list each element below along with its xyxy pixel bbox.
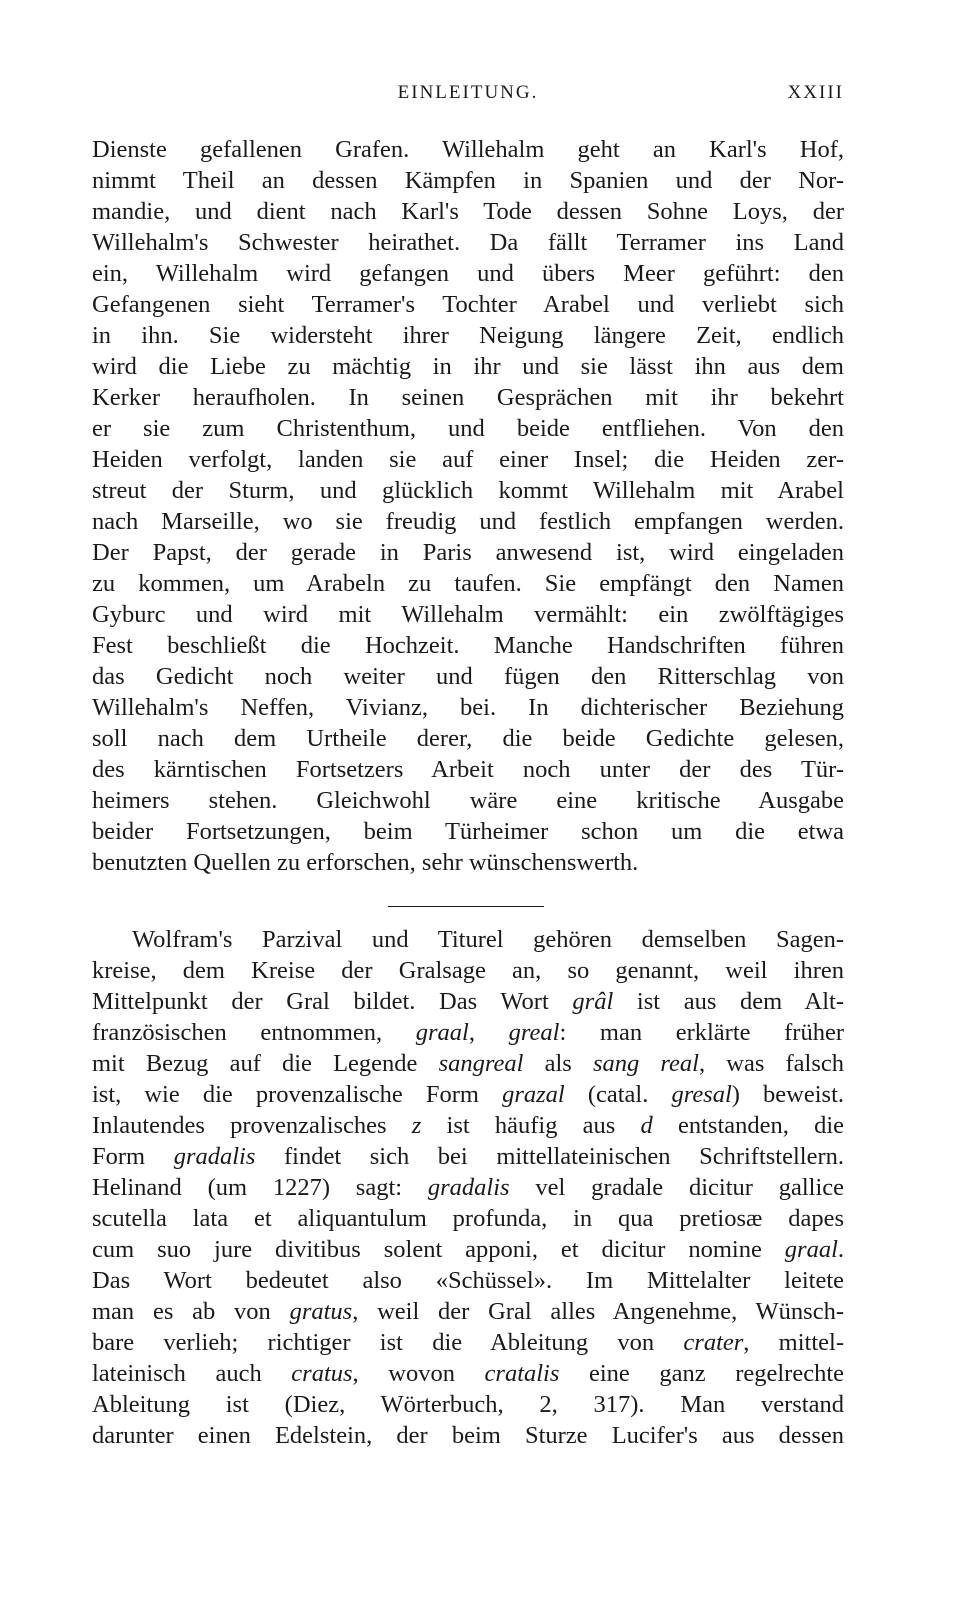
- text-line: wird die Liebe zu mächtig in ihr und sie lässt ihn aus dem: [92, 353, 844, 380]
- text-line: soll nach dem Urtheile derer, die beide Gedichte gelesen,: [92, 725, 844, 752]
- paragraph-gralsage: [92, 924, 844, 1451]
- text-line: Kerker heraufholen. In seinen Gesprächen mit ihr bekehrt: [92, 384, 844, 411]
- text-line: Der Papst, der gerade in Paris anwesend ist, wird eingeladen: [92, 539, 844, 566]
- text-line: man es ab von gratus, weil der Gral alles Angenehme, Wünsch-: [92, 1298, 844, 1325]
- text-line: Inlautendes provenzalisches z ist häufig aus d entstanden, die: [92, 1112, 844, 1139]
- text-line: Form gradalis findet sich bei mittellateinischen Schriftstellern.: [92, 1143, 844, 1170]
- text-line: lateinisch auch cratus, wovon cratalis eine ganz regelrechte: [92, 1360, 844, 1387]
- text-line: französischen entnommen, graal, greal: man erklärte früher: [92, 1019, 844, 1046]
- text-line: ein, Willehalm wird gefangen und übers Meer geführt: den: [92, 260, 844, 287]
- text-line: ist, wie die provenzalische Form grazal (catal. gresal) beweist.: [92, 1081, 844, 1108]
- text-line: nimmt Theil an dessen Kämpfen in Spanien und der Nor-: [92, 167, 844, 194]
- paragraph-willehalm: [92, 134, 844, 878]
- text-line: Das Wort bedeutet also «Schüssel». Im Mittelalter leitete: [92, 1267, 844, 1294]
- text-line: mit Bezug auf die Legende sangreal als sang real, was falsch: [92, 1050, 844, 1077]
- running-head: [92, 82, 844, 112]
- text-line: mandie, und dient nach Karl's Tode dessen Sohne Loys, der: [92, 198, 844, 225]
- text-line: Willehalm's Neffen, Vivianz, bei. In dichterischer Beziehung: [92, 694, 844, 721]
- text-line: benutzten Quellen zu erforschen, sehr wünschenswerth.: [92, 849, 639, 876]
- text-line: Wolfram's Parzival und Titurel gehören demselben Sagen-: [132, 926, 844, 953]
- text-line: Ableitung ist (Diez, Wörterbuch, 2, 317). Man verstand: [92, 1391, 844, 1418]
- text-line: Gyburc und wird mit Willehalm vermählt: ein zwölftägiges: [92, 601, 844, 628]
- text-line: zu kommen, um Arabeln zu taufen. Sie empfängt den Namen: [92, 570, 844, 597]
- page-number: XXIII: [787, 82, 844, 103]
- text-line: cum suo jure divitibus solent apponi, et dicitur nomine graal.: [92, 1236, 844, 1263]
- text-line: beider Fortsetzungen, beim Türheimer schon um die etwa: [92, 818, 844, 845]
- text-line: in ihn. Sie widersteht ihrer Neigung längere Zeit, endlich: [92, 322, 844, 349]
- text-line: Fest beschließt die Hochzeit. Manche Handschriften führen: [92, 632, 844, 659]
- text-line: des kärntischen Fortsetzers Arbeit noch unter der des Tür-: [92, 756, 844, 783]
- text-line: bare verlieh; richtiger ist die Ableitung von crater, mittel-: [92, 1329, 844, 1356]
- running-title: EINLEITUNG.: [397, 82, 539, 103]
- section-separator: [388, 906, 544, 907]
- text-line: heimers stehen. Gleichwohl wäre eine kritische Ausgabe: [92, 787, 844, 814]
- text-line: kreise, dem Kreise der Gralsage an, so genannt, weil ihren: [92, 957, 844, 984]
- text-line: Heiden verfolgt, landen sie auf einer Insel; die Heiden zer-: [92, 446, 844, 473]
- text-line: scutella lata et aliquantulum profunda, in qua pretiosæ dapes: [92, 1205, 844, 1232]
- text-line: Helinand (um 1227) sagt: gradalis vel gradale dicitur gallice: [92, 1174, 844, 1201]
- text-line: darunter einen Edelstein, der beim Sturze Lucifer's aus dessen: [92, 1422, 844, 1449]
- text-line: das Gedicht noch weiter und fügen den Ritterschlag von: [92, 663, 844, 690]
- text-line: streut der Sturm, und glücklich kommt Willehalm mit Arabel: [92, 477, 844, 504]
- text-line: Mittelpunkt der Gral bildet. Das Wort grâl ist aus dem Alt-: [92, 988, 844, 1015]
- text-line: er sie zum Christenthum, und beide entfliehen. Von den: [92, 415, 844, 442]
- text-line: Willehalm's Schwester heirathet. Da fällt Terramer ins Land: [92, 229, 844, 256]
- text-line: nach Marseille, wo sie freudig und festlich empfangen werden.: [92, 508, 844, 535]
- text-line: Gefangenen sieht Terramer's Tochter Arabel und verliebt sich: [92, 291, 844, 318]
- text-line: Dienste gefallenen Grafen. Willehalm geht an Karl's Hof,: [92, 136, 844, 163]
